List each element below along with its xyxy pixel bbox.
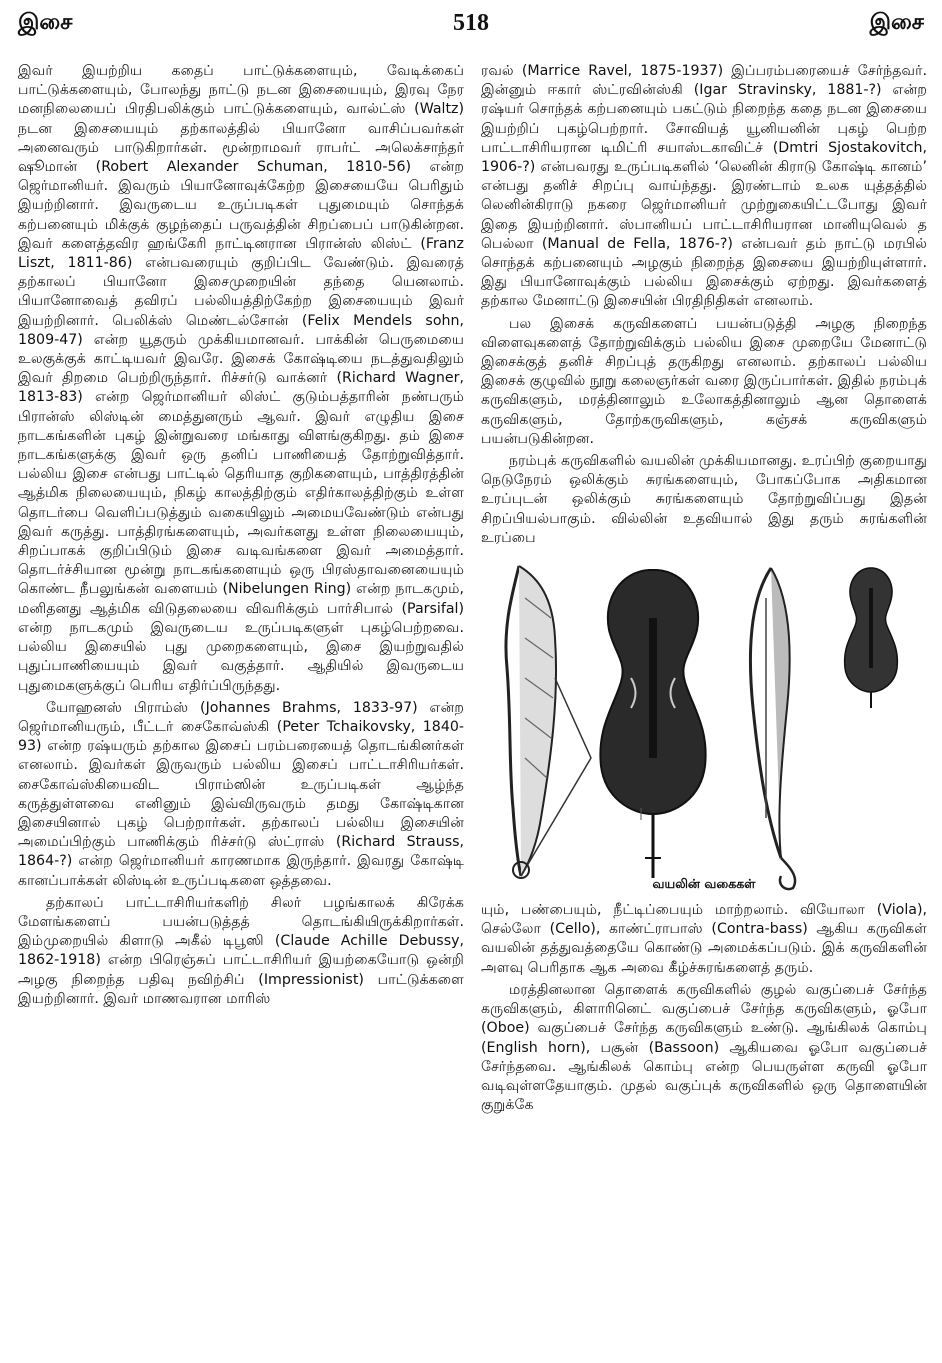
running-header <box>18 10 924 40</box>
violin-side-view-left <box>506 566 591 878</box>
paragraph: நரம்புக் கருவிகளில் வயலின் முக்கியமானது. உரப்பிற் குறையாது நெடுநேரம் ஒலிக்கும் சுரங்களையும், போகப்போக அதிகமான உரப்புடன் ஒலிக்கும் சுரங்களையும் தோற்றுவிப்பது இதன் சிறப்பியல்பாகும். வில்லின் உதவியால் இது தரும் சுரங்களின் உரப்பை <box>481 453 927 546</box>
violin-types-illustration <box>481 558 927 893</box>
violin-figure <box>481 558 927 893</box>
paragraph: இவர் இயற்றிய கதைப் பாட்டுக்களையும், வேடிக்கைப் பாட்டுக்களையும், போலந்து நாட்டு நடன இசையையும், இரவு நேர மனநிலையைப் பிரதிபலிக்கும் பாட்டுக்களையும், வால்ட்ஸ் (Waltz) நடன இசையையும் தற்காலத்தில் பியானோ வாசிப்பவர்கள் அனைவரும் பாடுகிறார்கள். மூன்றாமவர் ராபர்ட் அலெக்சாந்தர் ஷூமான் (Robert Alexander Schuman, 1810-56) என்ற ஜெர்மானியர். இவரும் பியானோவுக்கேற்ற இசையையே பெரிதும் இயற்றினார். இவருடைய உருப்படிகள் புதுமையும் சொந்தக் கற்பனையும் மிக்குக் குழந்தைப் பருவத்தின் சிறப்பைப் பாடுகின்றன. இவர் களைத்தவிர ஹங்கேரி நாட்டினரான பிரான்ஸ் லிஸ்ட் (Franz Liszt, 1811-86) என்பவரையும் குறிப்பிட வேண்டும். இவரைத் தற்காலப் பியானோ இசைமுறையின் தந்தை யெனலாம். பியானோவைத் தவிரப் பல்லியத்திற்கேற்ற இசையையும் இவர் இயற்றினார். பெலிக்ஸ் மெண்டல்சோன் (Felix Mendels sohn, 1809-47) என்ற யூதரும் முக்கியமானவர். பாக்கின் பெருமையை உலகுக்குக் காட்டியவர் இவரே. இசைக் கோஷ்டியை நடத்துவதிலும் இவர் திறமை பெற்றிருந்தார். ரிச்சர்டு வாக்னர் (Richard Wagner, 1813-83) என்ற ஜெர்மானியர் லிஸ்ட் குடும்பத்தாரின் நண்பரும் பிரான்ஸ் லிஸ்டின் மைத்துனரும் ஆவர். இவர் எழுதிய இசை நாடகங்களின் புகழ் இன்றுவரை மங்காது விளங்குகிறது. தம் இசை நாடகங்களுக்கு இவர் ஒரு தனிப் பாணியைத் தோற்றுவித்தார். பல்லிய இசை என்பது பாட்டில் தெரியாத குறிகளையும், பாத்திரத்தின் ஆத்மிக நிலையையும், நிகழ் காலத்திற்கும் எதிர்காலத்திற்கும் உள்ள தொடர்பை வெளிப்படுத்தும் வகையிலும் அமையவேண்டும் என்பது இவர் கருத்து. பாத்திரங்களையும், அவர்களது உள்ள நிலையையும், சிறப்பாகக் குறிப்பிடும் இசை வடிவங்களை இவர் அமைத்தார். தொடர்ச்சியான மூன்று நாடகங்களையும் ஒரு பிரஸ்தாவனையையும் கொண்ட நீபலுங்கன் வளையம் (Nibelungen Ring) என்ற நாடகமும், மனிதனது ஆத்மிக விடுதலையை விவரிக்கும் பார்சிபால் (Parsifal) என்ற நாடகமும் இவருடைய உருப்படிகளுள் புகழ்பெற்றவை. பல்லிய இசையில் புது முறைகளையும், இசை இயற்றுவதில் புதுப்பாணியையும் இவர் வகுத்தார். ஆதியில் இவருடைய புதுமைகளுக்குப் பெரிய எதிர்ப்பிருந்தது. <box>18 63 464 694</box>
violin-small-front-view <box>845 568 898 708</box>
paragraph: மரத்தினலான தொளைக் கருவிகளில் குழல் வகுப்பைச் சேர்ந்த கருவிகளும், கிளாரினெட் வகுப்பைச் சேர்ந்த கருவிகளும், ஓபோ (Oboe) வகுப்பைச் சேர்ந்த கருவிகளும் உண்டு. ஆங்கிலக் கொம்பு (English horn), பசூன் (Bassoon) ஆகியவை ஓபோ வகுப்பைச் சேர்ந்தவை. ஆங்கிலக் கொம்பு என்ற பெயருள்ள கருவி ஓபோ வடிவுள்ளதேயாகும். முதல் வகுப்புக் கருவிகளில் ஒரு தொளையின் குறுக்கே <box>481 981 927 1114</box>
violin-side-view-right <box>750 568 795 889</box>
left-column <box>18 62 464 1352</box>
figure-caption: வயலின் வகைகள் <box>652 875 756 891</box>
violin-front-view <box>600 570 705 878</box>
paragraph: யும், பண்பையும், நீட்டிப்பையும் மாற்றலாம். வியோலா (Viola), செல்லோ (Cello), காண்ட்ராபாஸ் (Contra-bass) ஆகிய கருவிகள் வயலின் தத்துவத்தையே கொண்டு அமைக்கப்படும். இக் கருவிகளின் அளவு பெரிதாக ஆக அவை கீழ்ச்சுரங்களைத் தரும். <box>481 902 927 976</box>
paragraph: ரவல் (Marrice Ravel, 1875-1937) இப்பரம்பரையைச் சேர்ந்தவர். இன்னும் ஈகார் ஸ்ட்ரவின்ஸ்கி (Igar Stravinsky, 1881-?) என்ற ரஷ்யர் சொந்தக் கற்பனையும் பகட்டும் நிறைந்த கதை நடன இசையை இயற்றிப் புகழ்பெற்றார். சோவியத் யூனியனின் புகழ் பெற்ற பாட்டாசிரியரான டிமிட்ரி சயாஸ்டகாவிட்ச் (Dmtri Sjostakovitch, 1906-?) என்பவரது உருப்படிகளில் ‘லெனின் கிராடு கோஷ்டி கானம்’ என்பது தனிச் சிறப்பு வாய்ந்தது. இரண்டாம் உலக யுத்தத்தில் லெனின்கிராடு நகரை ஜெர்மானியர் முற்றுகையிட்டபோது இவர் இதை இயற்றினார். ஸ்பானியப் பாட்டாசிரியரான மானியுவெல் த பெல்லா (Manual de Fella, 1876-?) என்பவர் தம் நாட்டு மரபில் சொந்தக் கற்பனையும் அழகும் நிறைந்த இசையை இயற்றியுள்ளார். இது பியானோவுக்கும் பல்லிய இசைக்கும் ஏற்றது. இவர்களைத் தற்கால மேனாட்டு இசையின் பிரதிநிதிகள் எனலாம். <box>481 63 927 310</box>
page-number: 518 <box>453 10 489 36</box>
header-right-title: இசை <box>869 10 924 35</box>
paragraph: தற்காலப் பாட்டாசிரியர்களிற் சிலர் பழங்காலக் கிரேக்க மேளங்களைப் பயன்படுத்தத் தொடங்கியிருக்கிறார்கள். இம்முறையில் கிளாடு அகீல் டிபூஸி (Claude Achille Debussy, 1862-1918) என்ற பிரெஞ்சுப் பாட்டாசிரியர் இயற்கையோடு ஒன்றி அழகு நிறைந்த பதிவு நவிற்சிப் (Impressionist) பாட்டுக்களை இயற்றினார். இவர் மாணவரான மாரிஸ் <box>18 894 464 1007</box>
right-column <box>481 62 927 1352</box>
paragraph: யோஹனஸ் பிராம்ஸ் (Johannes Brahms, 1833-97) என்ற ஜெர்மானியரும், பீட்டர் சைகோவ்ஸ்கி (Peter Tchaikovsky, 1840-93) என்ற ரஷ்யரும் தற்கால இசைப் பரம்பரையைத் தொடங்கினர்கள் எனலாம். இவர்கள் இருவரும் பல்லிய இசைப் பாட்டாசிரியர்கள். சைகோவ்ஸ்கியைவிட பிராம்ஸின் உருப்படிகள் ஆழ்ந்த கருத்துள்ளவை எனினும் இவ்விருவரும் தமது கோஷ்டிகான இசையினால் புகழ் பெற்றார்கள். தற்காலப் பல்லிய இசையின் அமைப்பிற்கும் பாணிக்கும் ரிச்சர்டு ஸ்ட்ராஸ் (Richard Strauss, 1864-?) என்ற ஜெர்மானியர் காரணமாக இருந்தார். இவரது கோஷ்டி கானப்பாக்கள் லிஸ்டின் உருப்படிகளை ஒத்தவை. <box>18 699 464 889</box>
header-left-title: இசை <box>18 10 73 35</box>
paragraph: பல இசைக் கருவிகளைப் பயன்படுத்தி அழகு நிறைந்த விளைவுகளைத் தோற்றுவிக்கும் பல்லிய இசை முறையே மேனாட்டு இசைக்குத் தனிச் சிறப்புத் தருகிறது எனலாம். தற்காலப் பல்லிய இசைக் குழுவில் நூறு கலைஞர்கள் வரை இருப்பார்கள். இதில் நரம்புக் கருவிகளும், மரத்தினாலும் உலோகத்தினாலும் ஆன தொளைக் கருவிகளும், தோற்கருவிகளும், கஞ்சக் கருவிகளும் பயன்படுகின்றன. <box>481 315 927 447</box>
